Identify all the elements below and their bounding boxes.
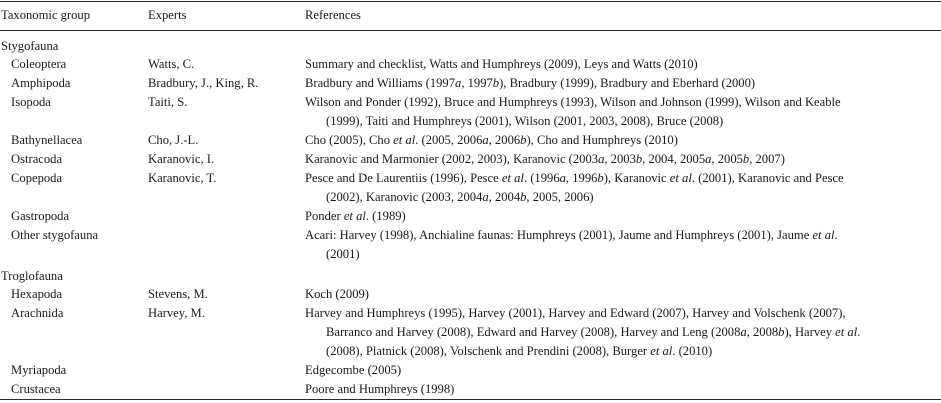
header-taxonomic-group: Taxonomic group — [1, 8, 91, 22]
experts-bathynellacea: Cho, J.-L. — [148, 133, 199, 147]
group-isopoda: Isopoda — [11, 95, 51, 109]
table-header-rule — [0, 30, 941, 31]
references-amphipoda: Bradbury and Williams (1997a, 1997b), Bradbury (1999), Bradbury and Eberhard (2000) — [305, 76, 756, 90]
group-other-stygofauna: Other stygofauna — [11, 228, 99, 242]
references-other-stygofauna-line2: (2001) — [326, 247, 360, 261]
references-arachnida-line1: Harvey and Humphreys (1995), Harvey (2001), Harvey and Edward (2007), Harvey and Volschenk (2007), — [305, 306, 846, 320]
references-ostracoda: Karanovic and Marmonier (2002, 2003), Karanovic (2003a, 2003b, 2004, 2005a, 2005b, 2007) — [305, 152, 785, 166]
experts-isopoda: Taiti, S. — [148, 95, 188, 109]
group-gastropoda: Gastropoda — [11, 209, 70, 223]
group-coleoptera: Coleoptera — [11, 57, 67, 71]
group-hexapoda: Hexapoda — [11, 287, 63, 301]
experts-copepoda: Karanovic, T. — [148, 171, 217, 185]
references-isopoda-line1: Wilson and Ponder (1992), Bruce and Humphreys (1993), Wilson and Johnson (1999), Wilson and Keable — [305, 95, 841, 109]
references-other-stygofauna-line1: Acari: Harvey (1998), Anchialine faunas: Humphreys (2001), Jaume and Humphreys (2001), Jaume et al. — [305, 228, 838, 242]
references-copepoda-line1: Pesce and De Laurentiis (1996), Pesce et al. (1996a, 1996b), Karanovic et al. (2001), Karanovic and Pesce — [305, 171, 844, 185]
experts-coleoptera: Watts, C. — [148, 57, 195, 71]
experts-ostracoda: Karanovic, I. — [148, 152, 215, 166]
section-stygofauna: Stygofauna — [1, 39, 59, 53]
section-troglofauna: Troglofauna — [1, 269, 63, 283]
group-crustacea: Crustacea — [11, 382, 61, 396]
group-myriapoda: Myriapoda — [11, 363, 67, 377]
references-hexapoda: Koch (2009) — [305, 287, 370, 301]
table-bottom-rule — [0, 399, 941, 400]
references-bathynellacea: Cho (2005), Cho et al. (2005, 2006a, 2006b), Cho and Humphreys (2010) — [305, 133, 678, 147]
group-bathynellacea: Bathynellacea — [11, 133, 83, 147]
references-gastropoda: Ponder et al. (1989) — [305, 209, 406, 223]
references-isopoda-line2: (1999), Taiti and Humphreys (2001), Wilson (2001, 2003, 2008), Bruce (2008) — [326, 114, 724, 128]
references-myriapoda: Edgecombe (2005) — [305, 363, 402, 377]
experts-hexapoda: Stevens, M. — [148, 287, 208, 301]
experts-amphipoda: Bradbury, J., King, R. — [148, 76, 259, 90]
references-coleoptera: Summary and checklist, Watts and Humphreys (2009), Leys and Watts (2010) — [305, 57, 698, 71]
group-ostracoda: Ostracoda — [11, 152, 63, 166]
group-arachnida: Arachnida — [11, 306, 64, 320]
experts-arachnida: Harvey, M. — [148, 306, 205, 320]
group-copepoda: Copepoda — [11, 171, 63, 185]
header-experts: Experts — [148, 8, 187, 22]
references-arachnida-line2: Barranco and Harvey (2008), Edward and Harvey (2008), Harvey and Leng (2008a, 2008b), Harvey et al. — [326, 325, 861, 339]
references-crustacea: Poore and Humphreys (1998) — [305, 382, 455, 396]
references-copepoda-line2: (2002), Karanovic (2003, 2004a, 2004b, 2005, 2006) — [326, 190, 594, 204]
references-arachnida-line3: (2008), Platnick (2008), Volschenk and Prendini (2008), Burger et al. (2010) — [326, 344, 713, 358]
table-top-rule — [0, 1, 941, 2]
group-amphipoda: Amphipoda — [11, 76, 71, 90]
header-references: References — [305, 8, 361, 22]
